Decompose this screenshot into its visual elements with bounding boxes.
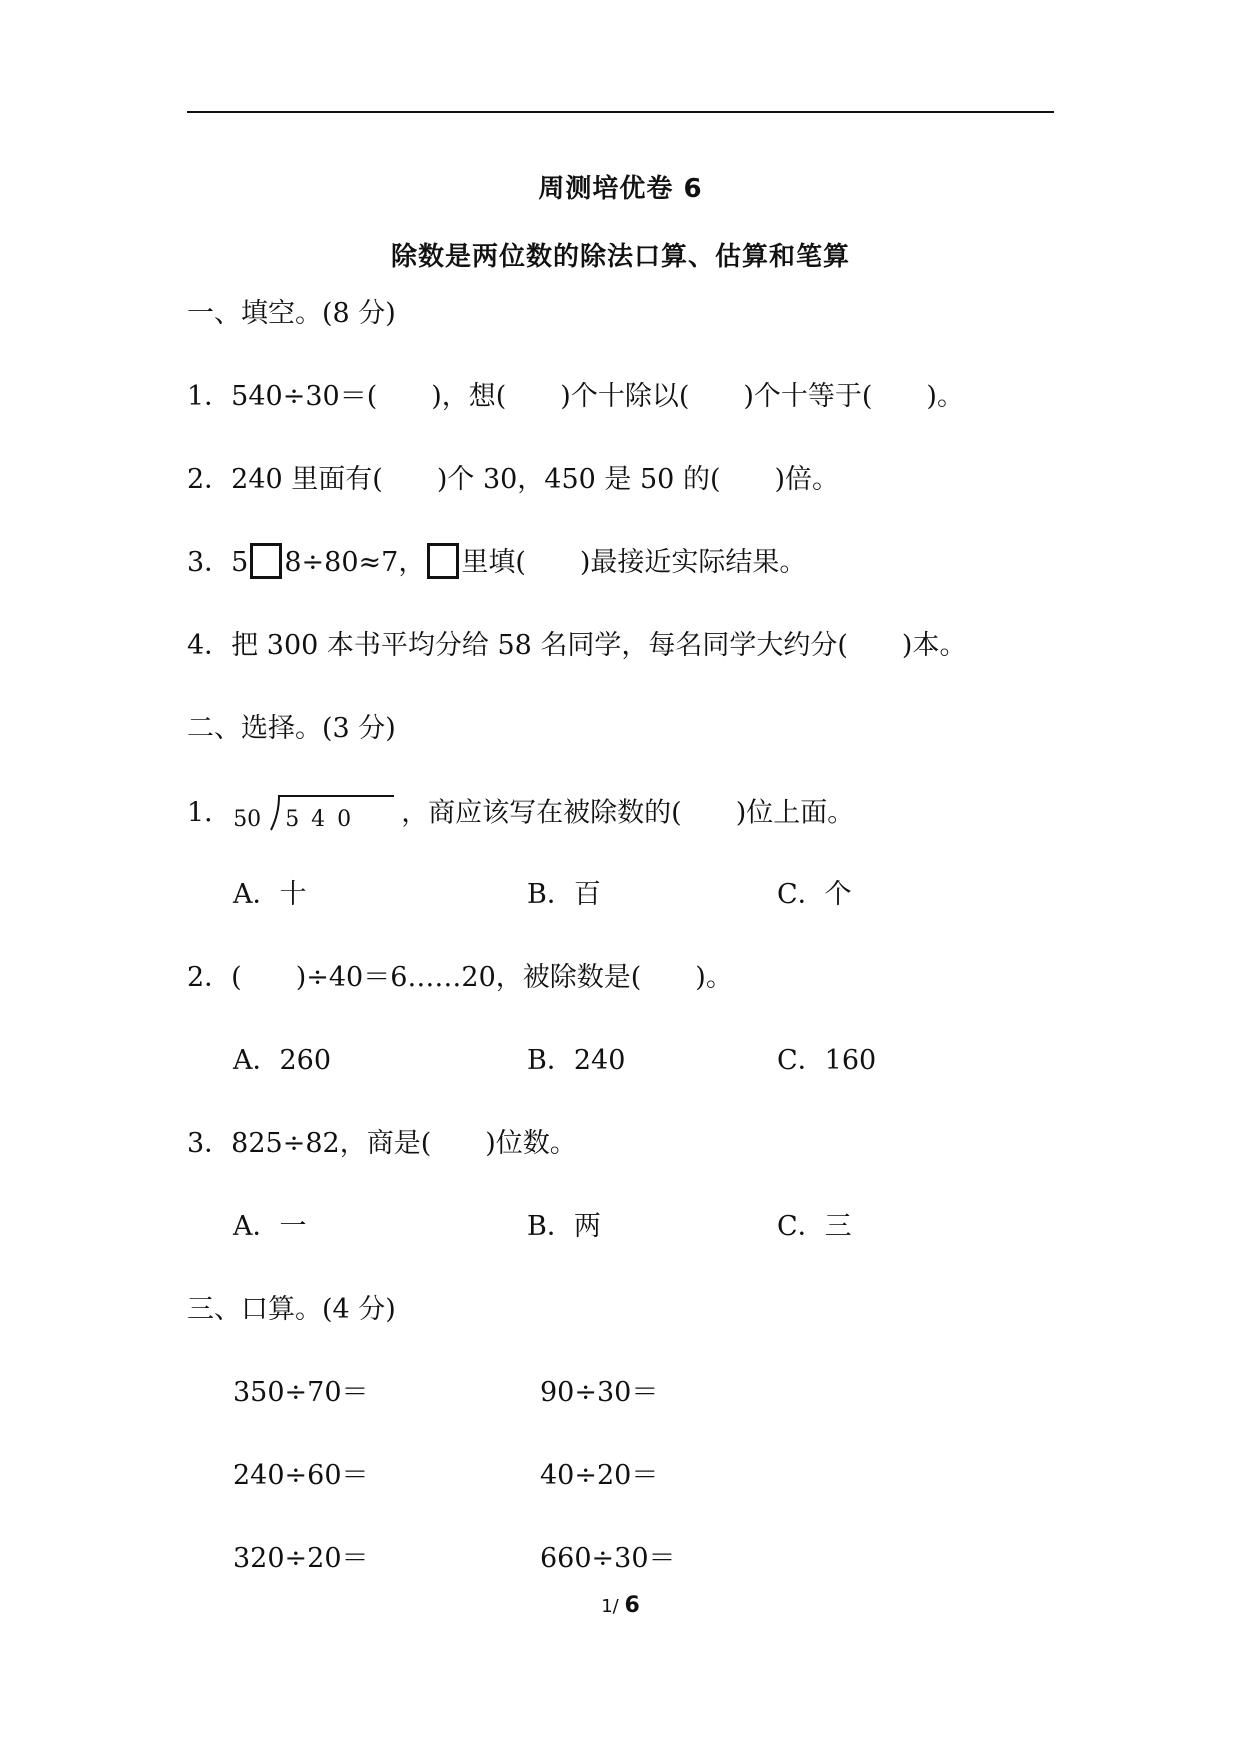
blank-square: [427, 543, 459, 579]
oral-calc-item: 40÷20＝: [540, 1460, 659, 1491]
section2-q2: 2．( )÷40＝6……20，被除数是( )。: [187, 962, 733, 993]
section2-q3: 3．825÷82，商是( )位数。: [187, 1128, 577, 1159]
section3-heading: 三、口算。(4 分): [187, 1294, 396, 1325]
section1-q4: 4．把 300 本书平均分给 58 名同学，每名同学大约分( )本。: [187, 630, 967, 661]
oral-calc-item: 350÷70＝: [233, 1377, 369, 1408]
q2-option-a: A．260: [233, 1045, 332, 1076]
section1-q3: [187, 545, 806, 582]
q3-option-c: C．三: [777, 1211, 852, 1242]
oral-calc-item: 90÷30＝: [540, 1377, 659, 1408]
page-title: 周测培优卷 6: [538, 174, 703, 204]
page-current: 1/: [601, 1596, 619, 1617]
q3-prefix: 3．5: [187, 547, 249, 578]
q1-option-c: C．个: [777, 879, 852, 910]
q3-middle: 8÷80≈7，: [284, 547, 426, 578]
q3-suffix: 里填( )最接近实际结果。: [461, 547, 807, 578]
page-total: 6: [624, 1593, 640, 1618]
q2-option-b: B．240: [527, 1045, 626, 1076]
long-division: [231, 794, 401, 834]
section2-heading: 二、选择。(3 分): [187, 713, 396, 744]
oral-calc-item: 320÷20＝: [233, 1543, 369, 1574]
page-subtitle: 除数是两位数的除法口算、估算和笔算: [390, 242, 850, 272]
divisor: 50: [233, 807, 262, 832]
q1-option-b: B．百: [527, 879, 601, 910]
page-number: [0, 1593, 1241, 1618]
oral-calc-item: 660÷30＝: [540, 1543, 676, 1574]
oral-calc-item: 240÷60＝: [233, 1460, 369, 1491]
dividend: 540: [285, 807, 364, 832]
blank-square: [250, 543, 282, 579]
section1-heading: 一、填空。(8 分): [187, 298, 396, 329]
q3-option-b: B．两: [527, 1211, 601, 1242]
section2-q1: [187, 794, 854, 834]
section1-q1: 1．540÷30＝( )，想( )个十除以( )个十等于( )。: [187, 381, 964, 412]
q2-option-c: C．160: [777, 1045, 877, 1076]
q1-number: 1．: [187, 797, 232, 829]
section1-q2: 2．240 里面有( )个 30，450 是 50 的( )倍。: [187, 464, 840, 495]
header-rule: [187, 111, 1054, 113]
q1-text: ，商应该写在被除数的( )位上面。: [401, 797, 855, 829]
q1-option-a: A．十: [233, 879, 307, 910]
q3-option-a: A．一: [233, 1211, 307, 1242]
